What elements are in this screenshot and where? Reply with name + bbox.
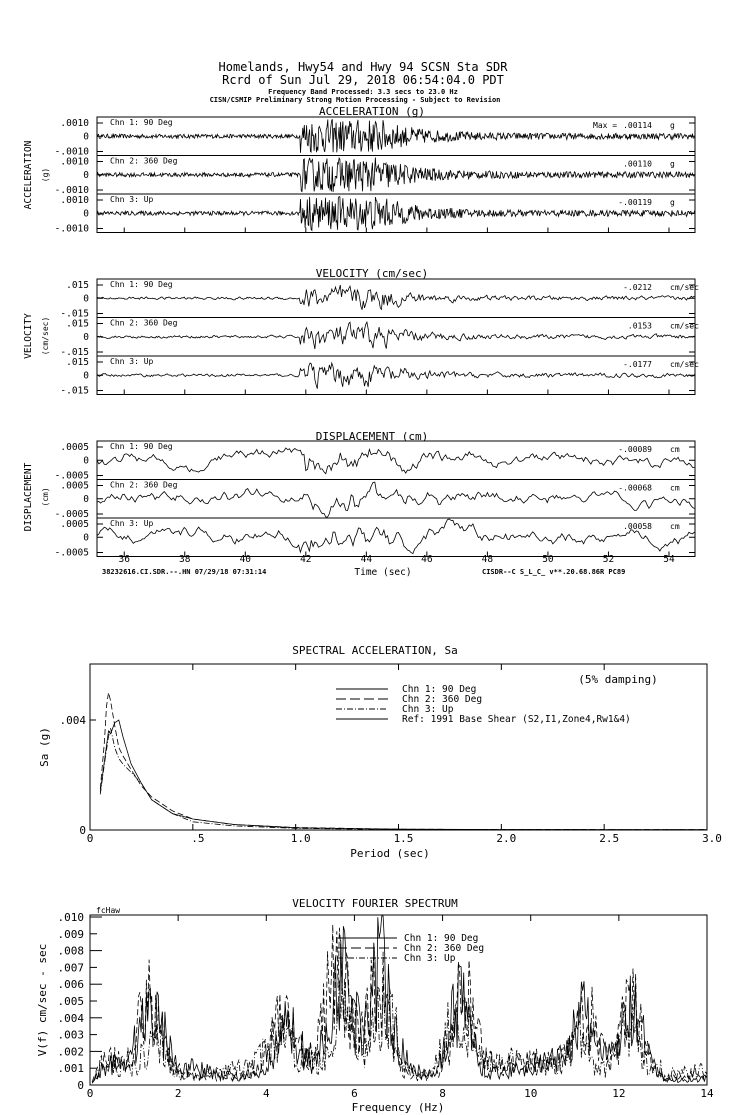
y-tick-label: .0005 <box>60 480 89 492</box>
x-tick-label: 46 <box>421 554 433 565</box>
legend <box>336 684 631 725</box>
x-tick-label: 0 <box>86 1087 94 1100</box>
y-tick-label: 0 <box>77 1079 84 1092</box>
peak-value: -.0212 <box>623 283 652 292</box>
panel-velocity <box>23 267 699 397</box>
frequency-band: Frequency Band Processed: 3.3 secs to 23.0 Hz <box>268 88 458 96</box>
spectral-series <box>100 728 707 829</box>
panel-title: DISPLACEMENT (cm) <box>315 430 429 443</box>
legend-label: Chn 3: Up <box>404 953 456 964</box>
x-axis-label: Frequency (Hz) <box>351 1101 445 1114</box>
unit-label: (cm/sec) <box>41 316 50 356</box>
y-tick-label: .015 <box>66 357 89 368</box>
panel-acceleration <box>23 105 695 235</box>
y-tick-label: -.015 <box>60 385 89 397</box>
x-tick-label: 48 <box>481 554 494 565</box>
y-tick-label: -.015 <box>60 308 89 320</box>
y-axis-label: Sa (g) <box>38 727 51 767</box>
y-tick-label: 0 <box>83 455 89 467</box>
x-tick-label: 42 <box>300 554 312 565</box>
y-tick-label: -.0005 <box>54 509 89 520</box>
channel-label: Chn 3: Up <box>110 357 154 366</box>
y-tick-label: 0 <box>83 208 89 220</box>
channel-label: Chn 2: 360 Deg <box>110 480 178 490</box>
y-tick-label: .009 <box>57 927 84 941</box>
channel-trace-group <box>60 279 699 320</box>
channel-label: Chn 1: 90 Deg <box>110 280 173 289</box>
y-tick-label: 0 <box>83 532 89 544</box>
channel-trace-group <box>55 480 695 521</box>
panel-displacement <box>23 430 695 559</box>
legend-label: Chn 3: Up <box>402 704 454 715</box>
side-label: DISPLACEMENT <box>23 462 34 532</box>
peak-prefix: Max = <box>593 121 618 130</box>
x-tick-label: .5 <box>191 832 205 845</box>
y-tick-label: 0 <box>83 370 89 382</box>
panel-title: VELOCITY (cm/sec) <box>315 267 429 280</box>
y-tick-label: 0 <box>83 169 89 181</box>
legend-label: Chn 2: 360 Deg <box>402 694 483 705</box>
processing-code: CISDR--C S_L_C_ v**.20.68.86R PC89 <box>482 568 626 576</box>
y-tick-label: .003 <box>57 1028 84 1042</box>
waveform-trace <box>97 158 695 193</box>
y-tick-label: -.0010 <box>54 223 89 235</box>
y-tick-label: .002 <box>57 1045 84 1059</box>
legend-label: Chn 1: 90 Deg <box>404 933 479 944</box>
y-tick-label: .007 <box>57 961 84 975</box>
chart-title: VELOCITY FOURIER SPECTRUM <box>292 897 458 910</box>
record-title: Homelands, Hwy54 and Hwy 94 SCSN Sta SDR <box>218 60 508 74</box>
channel-trace-group <box>60 318 699 359</box>
channel-trace-group <box>55 156 695 197</box>
y-tick-label: 0 <box>83 331 89 343</box>
unit-label: (g) <box>41 167 50 183</box>
x-tick-label: 38 <box>179 554 191 565</box>
peak-unit: cm/sec <box>670 360 699 369</box>
x-tick-label: 36 <box>118 554 130 565</box>
peak-value: -.00089 <box>618 445 652 454</box>
legend-label: Chn 2: 360 Deg <box>404 943 485 954</box>
unit-label: (cm) <box>41 487 50 507</box>
x-tick-label: 10 <box>524 1087 538 1100</box>
x-axis-label: Period (sec) <box>350 847 430 860</box>
y-tick-label: .0010 <box>60 195 89 206</box>
time-series-panels <box>23 105 699 578</box>
peak-unit: g <box>670 121 675 130</box>
channel-trace-group <box>60 356 699 397</box>
channel-trace-group <box>55 117 695 158</box>
spectral-series <box>100 720 707 830</box>
x-tick-label: 1.5 <box>393 832 414 845</box>
record-time: Rcrd of Sun Jul 29, 2018 06:54:04.0 PDT <box>222 73 504 87</box>
processing-notice: CISN/CSMIP Preliminary Strong Motion Processing - Subject to Revision <box>209 96 501 104</box>
waveform-trace <box>97 519 694 554</box>
side-label: ACCELERATION <box>23 140 34 210</box>
fourier-series <box>92 925 707 1083</box>
channel-frame <box>97 318 695 357</box>
channel-label: Chn 2: 360 Deg <box>110 318 178 328</box>
channel-label: Chn 2: 360 Deg <box>110 156 178 166</box>
x-tick-label: 3.0 <box>702 832 722 845</box>
waveform-trace <box>97 285 695 310</box>
peak-unit: cm/sec <box>670 283 699 292</box>
peak-unit: cm <box>670 522 680 531</box>
y-tick-label: -.0010 <box>54 146 89 158</box>
waveform-trace <box>97 322 695 349</box>
y-tick-label: .0010 <box>60 118 89 129</box>
waveform-trace <box>97 197 695 231</box>
y-tick-label: -.015 <box>60 347 89 358</box>
channel-frame <box>97 480 695 519</box>
legend-label: Ref: 1991 Base Shear (S2,I1,Zone4,Rw1&4) <box>402 714 631 725</box>
y-tick-label: .008 <box>57 944 84 958</box>
y-tick-label: .010 <box>57 911 84 924</box>
x-tick-label: 44 <box>360 554 373 565</box>
x-tick-label: 40 <box>239 554 252 565</box>
y-tick-label: -.0005 <box>54 547 89 559</box>
x-tick-label: 6 <box>351 1087 358 1100</box>
peak-unit: cm <box>670 483 680 493</box>
y-tick-label: .004 <box>59 714 86 727</box>
channel-frame <box>97 518 695 557</box>
waveform-trace <box>97 448 694 474</box>
panel-title: ACCELERATION (g) <box>319 105 425 118</box>
peak-value: .0153 <box>627 321 652 331</box>
waveform-trace <box>97 482 694 517</box>
y-tick-label: 0 <box>83 493 89 505</box>
damping-note: (5% damping) <box>578 673 658 686</box>
x-tick-label: 52 <box>602 554 615 565</box>
chart-title: SPECTRAL ACCELERATION, Sa <box>292 644 458 657</box>
y-tick-label: 0 <box>79 824 86 837</box>
y-tick-label: -.0010 <box>54 185 89 196</box>
x-tick-label: 2.0 <box>496 832 517 845</box>
corner-label: fcHaw <box>96 906 121 915</box>
channel-frame <box>97 441 695 480</box>
spectral-acceleration-chart <box>38 644 722 860</box>
y-axis-label: V(f) cm/sec - sec <box>36 943 49 1057</box>
fourier-spectrum-chart <box>36 897 714 1114</box>
peak-value: -.00068 <box>618 483 652 493</box>
peak-unit: cm <box>670 445 680 454</box>
x-axis-label: Time (sec) <box>354 567 412 578</box>
peak-value: .00110 <box>623 159 652 169</box>
record-id: 38232616.CI.SDR.--.HN 07/29/18 07:31:14 <box>102 568 267 576</box>
legend-label: Chn 1: 90 Deg <box>402 684 477 695</box>
y-tick-label: .0010 <box>60 156 89 168</box>
channel-trace-group <box>55 518 695 559</box>
x-tick-label: 4 <box>262 1087 270 1100</box>
side-label: VELOCITY <box>23 313 34 359</box>
peak-unit: cm/sec <box>670 321 699 331</box>
x-tick-label: 1.0 <box>290 832 311 845</box>
y-tick-label: .004 <box>57 1011 84 1025</box>
peak-unit: g <box>670 159 675 169</box>
peak-value: .00058 <box>623 522 652 531</box>
channel-frame <box>97 279 695 318</box>
y-tick-label: .005 <box>57 995 84 1008</box>
y-tick-label: .0005 <box>60 519 89 530</box>
peak-unit: g <box>670 198 675 207</box>
x-tick-label: 0 <box>86 832 94 845</box>
peak-value: -.00119 <box>618 198 652 207</box>
peak-value: .00114 <box>623 121 652 130</box>
channel-label: Chn 1: 90 Deg <box>110 442 173 451</box>
x-tick-label: 2.5 <box>599 832 620 845</box>
y-tick-label: .006 <box>57 978 84 992</box>
waveform-trace <box>97 363 695 389</box>
y-tick-label: .015 <box>66 318 89 330</box>
x-tick-label: 8 <box>439 1087 446 1100</box>
legend <box>337 933 484 964</box>
channel-label: Chn 3: Up <box>110 195 154 204</box>
y-tick-label: .001 <box>57 1062 84 1076</box>
x-tick-label: 54 <box>663 554 675 565</box>
channel-label: Chn 1: 90 Deg <box>110 118 173 127</box>
x-tick-label: 14 <box>700 1087 714 1100</box>
channel-label: Chn 3: Up <box>110 519 154 528</box>
plot-frame <box>90 664 707 830</box>
y-tick-label: -.0005 <box>54 470 89 482</box>
y-tick-label: .015 <box>66 280 89 291</box>
x-tick-label: 12 <box>612 1087 626 1100</box>
y-tick-label: 0 <box>83 293 89 305</box>
y-tick-label: .0005 <box>60 442 89 453</box>
y-tick-label: 0 <box>83 131 89 143</box>
peak-value: -.0177 <box>623 360 652 369</box>
channel-trace-group <box>55 441 695 482</box>
x-tick-label: 2 <box>174 1087 182 1100</box>
channel-trace-group <box>55 194 695 235</box>
x-tick-label: 50 <box>542 554 554 565</box>
